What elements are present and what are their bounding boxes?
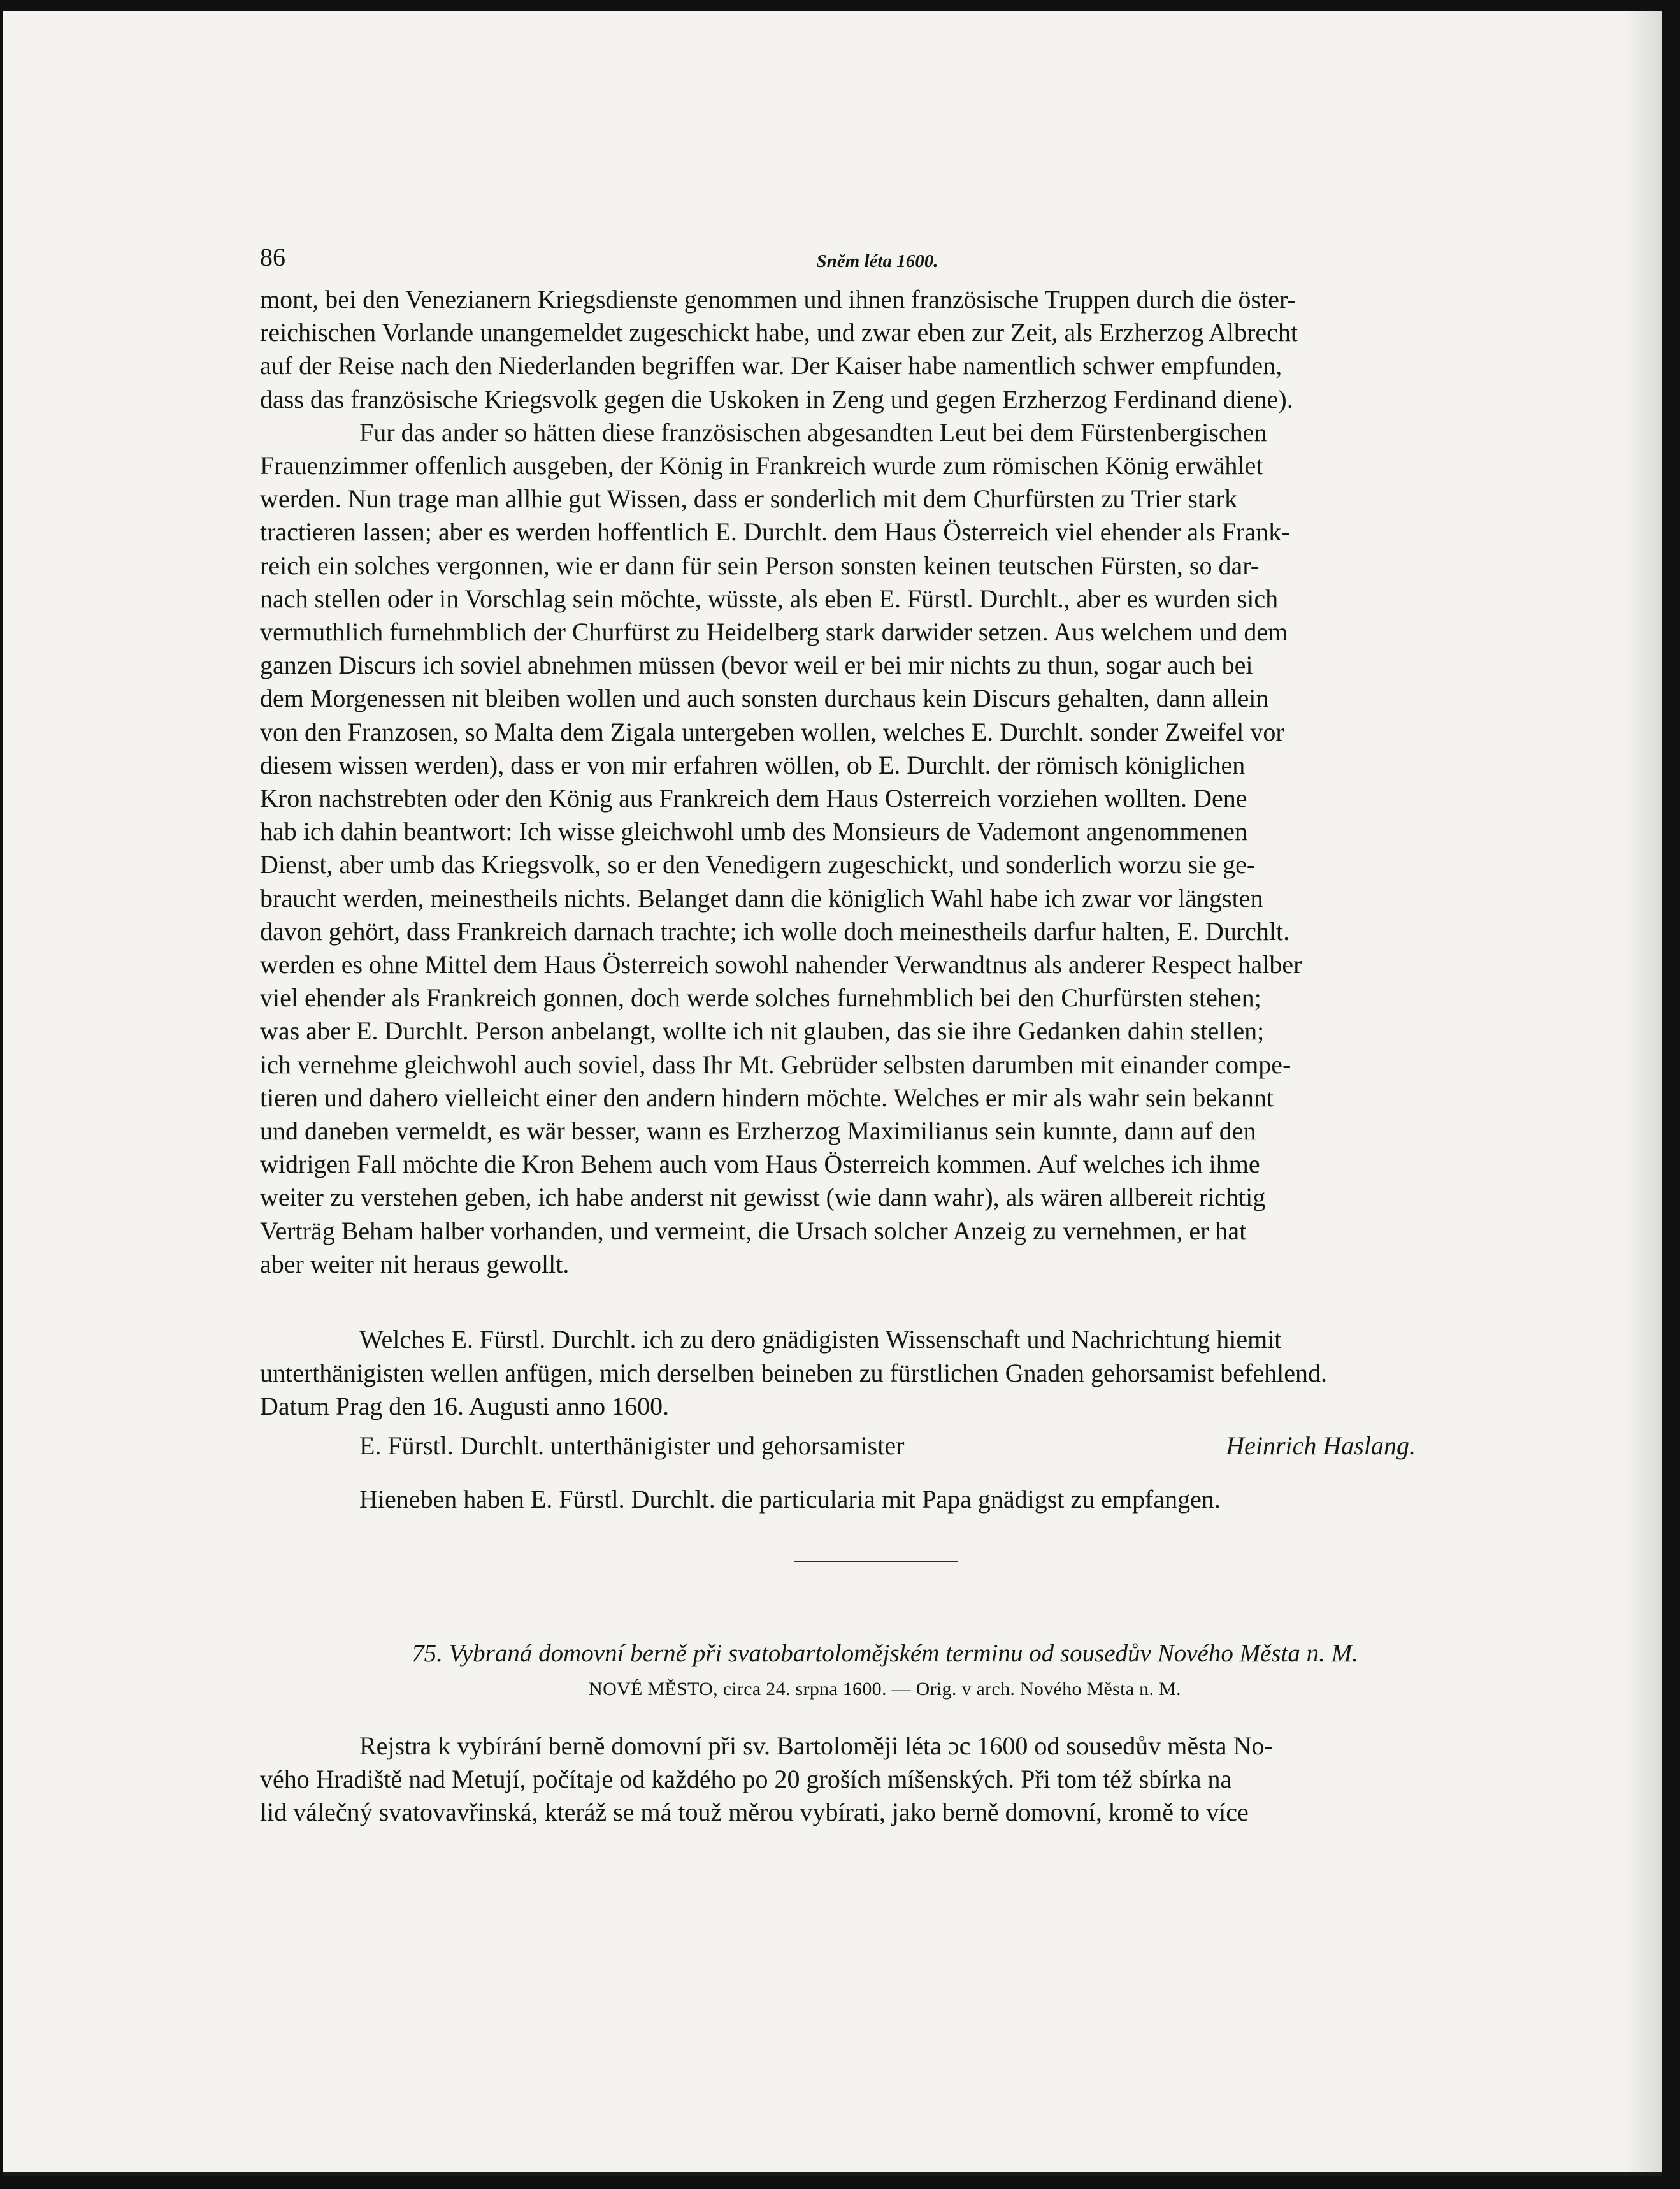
paragraph-gap bbox=[260, 1314, 1495, 1323]
text-line: aber weiter nit heraus gewollt. bbox=[260, 1249, 570, 1278]
page-number: 86 bbox=[260, 243, 285, 271]
section-divider bbox=[794, 1561, 958, 1562]
text-line: werden. Nun trage man allhie gut Wissen, dass er sonderlich mit dem Churfürsten zu Trier stark bbox=[260, 484, 1237, 514]
spine-shadow bbox=[1623, 11, 1662, 2176]
document-title: Vybraná domovní berně při svatobartolomějském terminu od sousedův Nového Města n. M. bbox=[449, 1640, 1358, 1668]
scanned-page bbox=[3, 11, 1662, 2176]
text-line: davon gehört, dass Frankreich darnach trachte; ich wolle doch meinestheils darfur halten, E. Durchlt. bbox=[260, 916, 1290, 946]
text-line: mont, bei den Venezianern Kriegsdienste genommen und ihnen französische Truppen durch die öster- bbox=[260, 285, 1296, 314]
text-line: tieren und dahero vielleicht einer den andern hindern möchte. Welches er mir als wahr sein bekannt bbox=[260, 1083, 1274, 1112]
text-line: nach stellen oder in Vorschlag sein möchte, wüsste, als eben E. Fürstl. Durchlt., aber es wurden sich bbox=[260, 584, 1279, 613]
text-line: vého Hradiště nad Metují, počítaje od každého po 20 groších míšenských. Při tom též sbírka na bbox=[260, 1764, 1232, 1793]
document-paragraph bbox=[260, 1730, 1495, 1830]
text-line: Verträg Beham halber vorhanden, und vermeint, die Ursach solcher Anzeig zu vernehmen, er hat bbox=[260, 1216, 1247, 1245]
text-line: dass das französische Kriegsvolk gegen die Uskoken in Zeng und gegen Erzherzog Ferdinand diene). bbox=[260, 384, 1293, 414]
text-line: lid válečný svatovavřinská, kteráž se má touž měrou vybírati, jako berně domovní, kromě to více bbox=[260, 1797, 1249, 1826]
letter-paragraph-2 bbox=[260, 416, 1495, 1314]
text-line: widrigen Fall möchte die Kron Behem auch vom Haus Österreich kommen. Auf welches ich ihme bbox=[260, 1150, 1260, 1179]
text-line: weiter zu verstehen geben, ich habe anderst nit gewisst (wie dann wahr), als wären allbereit richtig bbox=[260, 1183, 1266, 1212]
closing-line bbox=[359, 1429, 1495, 1463]
running-head bbox=[260, 241, 1495, 283]
text-line: und daneben vermeldt, es wär besser, wann es Erzherzog Maximilianus sein kunnte, dann auf den bbox=[260, 1116, 1256, 1146]
text-line: reich ein solches vergonnen, wie er dann für sein Person sonsten keinen teutschen Fürsten, so dar- bbox=[260, 551, 1260, 580]
text-line: Kron nachstrebten oder den König aus Frankreich dem Haus Osterreich vorziehen wollten. Dene bbox=[260, 784, 1247, 813]
page-bottom-edge bbox=[3, 2172, 1662, 2176]
text-line: Rejstra k vybírání berně domovní při sv. Bartoloměji léta ɔc 1600 od sousedův města No- bbox=[359, 1731, 1273, 1760]
text-line: Fur das ander so hätten diese französischen abgesandten Leut bei dem Fürstenbergischen bbox=[359, 417, 1267, 447]
text-line: unterthänigisten wellen anfügen, mich derselben beineben zu fürstlichen Gnaden gehorsamist befehlend. bbox=[260, 1358, 1327, 1387]
text-line: tractieren lassen; aber es werden hoffentlich E. Durchlt. dem Haus Österreich viel ehender als Frank- bbox=[260, 517, 1290, 547]
letter-paragraph-1 bbox=[260, 283, 1495, 416]
signature: Heinrich Haslang. bbox=[1226, 1431, 1416, 1460]
text-block bbox=[260, 241, 1495, 1829]
postscript: Hieneben haben E. Fürstl. Durchlt. die particularia mit Papa gnädigst zu empfangen. bbox=[359, 1484, 1221, 1514]
text-line: auf der Reise nach den Niederlanden begriffen war. Der Kaiser habe namentlich schwer empfunden, bbox=[260, 351, 1282, 380]
text-line: Datum Prag den 16. Augusti anno 1600. bbox=[260, 1391, 670, 1420]
letter-paragraph-3 bbox=[260, 1323, 1495, 1423]
text-line: Welches E. Fürstl. Durchlt. ich zu dero gnädigisten Wissenschaft und Nachrichtung hiemit bbox=[359, 1325, 1282, 1354]
document-heading bbox=[268, 1637, 1502, 1670]
text-line: von den Franzosen, so Malta dem Zigala untergeben wollen, welches E. Durchlt. sonder Zweifel vor bbox=[260, 717, 1284, 746]
text-line: dem Morgenessen nit bleiben wollen und auch sonsten durchaus kein Discurs gehalten, dann allein bbox=[260, 684, 1269, 713]
text-line: Frauenzimmer offenlich ausgeben, der König in Frankreich wurde zum römischen König erwählet bbox=[260, 451, 1263, 480]
text-line: hab ich dahin beantwort: Ich wisse gleichwohl umb des Monsieurs de Vademont angenommenen bbox=[260, 817, 1248, 846]
text-line: werden es ohne Mittel dem Haus Österreich sowohl nahender Verwandtnus als anderer Respect halber bbox=[260, 950, 1302, 979]
document-number: 75. bbox=[412, 1640, 443, 1668]
text-line: viel ehender als Frankreich gonnen, doch werde solches furnehmblich bei den Churfürsten stehen; bbox=[260, 983, 1261, 1013]
text-line: braucht werden, meinestheils nichts. Belanget dann die königlich Wahl habe ich zwar vor längsten bbox=[260, 883, 1263, 913]
text-line: vermuthlich furnehmblich der Churfürst zu Heidelberg stark darwider setzen. Aus welchem und dem bbox=[260, 618, 1288, 647]
text-line: Dienst, aber umb das Kriegsvolk, so er den Venedigern zugeschickt, und sonderlich worzu sie ge- bbox=[260, 850, 1256, 879]
text-line: reichischen Vorlande unangemeldet zugeschickt habe, und zwar eben zur Zeit, als Erzherzog Albrecht bbox=[260, 318, 1298, 347]
text-line: was aber E. Durchlt. Person anbelangt, wollte ich nit glauben, das sie ihre Gedanken dahin stellen; bbox=[260, 1016, 1265, 1046]
document-subheading: NOVÉ MĚSTO, circa 24. srpna 1600. — Orig. v arch. Nového Města n. M. bbox=[589, 1679, 1181, 1700]
text-line: ich vernehme gleichwohl auch soviel, dass Ihr Mt. Gebrüder selbsten darumben mit einander compe- bbox=[260, 1050, 1291, 1079]
text-line: diesem wissen werden), dass er von mir erfahren wöllen, ob E. Durchlt. der römisch königlichen bbox=[260, 750, 1246, 779]
running-title: Sněm léta 1600. bbox=[816, 251, 938, 271]
closing-formula: E. Fürstl. Durchlt. unterthänigister und gehorsamister bbox=[359, 1431, 905, 1460]
text-line: ganzen Discurs ich soviel abnehmen müssen (bevor weil er bei mir nichts zu thun, sogar auch bei bbox=[260, 651, 1253, 680]
